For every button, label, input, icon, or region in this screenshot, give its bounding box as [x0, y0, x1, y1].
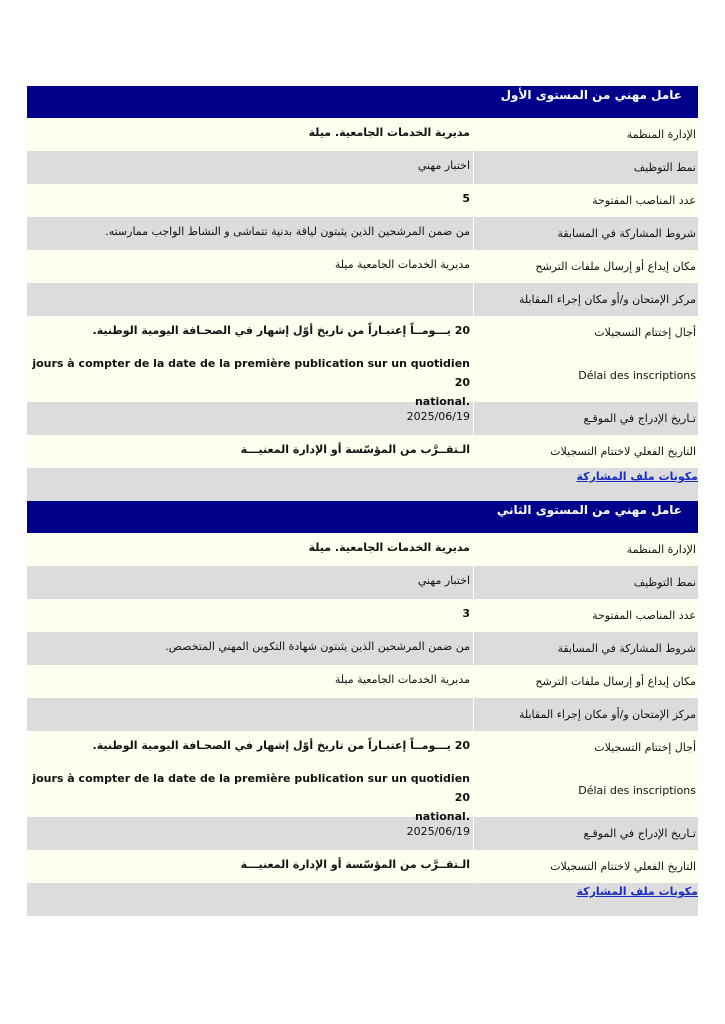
row-value: مديرية الخدمات الجامعية. ميلة	[308, 126, 470, 139]
section-header	[27, 86, 698, 118]
row-value: 3	[462, 607, 470, 620]
table-row	[27, 151, 698, 184]
table-row	[27, 632, 698, 665]
section-header	[27, 501, 698, 533]
row-value: 20 يـــومــاً إعتبـاراً من تاريخ أوّل إشهار في الصحـافة اليومية الوطنية.	[92, 324, 470, 337]
participation-file-link[interactable]: مكونات ملف المشاركة	[576, 885, 698, 898]
link-row	[27, 468, 698, 501]
row-label: مركز الإمتحان و/أو مكان إجراء المقابلة	[518, 293, 696, 306]
table-row	[27, 533, 698, 566]
row-value: الـتقــرَّب من المؤسّسة أو الإدارة المعنيـــة	[240, 858, 470, 871]
row-value-line: national.	[414, 810, 470, 823]
row-label: عدد المناصب المفتوحة	[592, 609, 696, 622]
table-row	[27, 698, 698, 731]
table-row	[27, 566, 698, 599]
row-label: الإدارة المنظمة	[626, 543, 696, 556]
row-value: الـتقــرَّب من المؤسّسة أو الإدارة المعنيـــة	[240, 443, 470, 456]
row-value-line: jours à compter de la date de la première publication sur un quotidien 20	[32, 357, 470, 389]
row-label: عدد المناصب المفتوحة	[592, 194, 696, 207]
row-label: نمط التوظيف	[633, 576, 696, 589]
row-value	[27, 283, 473, 316]
row-label: أجال إختتام التسجيلات	[594, 326, 696, 339]
row-value-line: national.	[414, 395, 470, 408]
row-label: Délai des inscriptions	[578, 369, 696, 382]
row-label: شروط المشاركة في المسابقة	[557, 642, 696, 655]
table-row	[27, 250, 698, 283]
row-label: تـاريخ الإدراج في الموقـع	[583, 412, 696, 425]
job-section-1	[27, 86, 698, 501]
row-value: مديرية الخدمات الجامعية. ميلة	[308, 541, 470, 554]
row-value: مديرية الخدمات الجامعية ميلة	[334, 673, 470, 686]
row-value	[27, 349, 473, 408]
table-row	[27, 665, 698, 698]
row-value: اختبار مهني	[417, 159, 470, 172]
table-row	[27, 435, 698, 468]
row-value-line: jours à compter de la date de la première publication sur un quotidien 20	[32, 772, 470, 804]
row-value	[27, 764, 473, 823]
document	[27, 86, 698, 916]
row-value: من ضمن المرشحين الذين يثبتون لياقة بدنية تتماشى و النشاط الواجب ممارسته.	[105, 225, 470, 238]
row-label: التاريخ الفعلي لاختتام التسجيلات	[550, 445, 696, 458]
row-label: أجال إختتام التسجيلات	[594, 741, 696, 754]
row-value: 2025/06/19	[406, 825, 470, 838]
table-row	[27, 349, 698, 408]
row-value	[27, 698, 473, 731]
table-row	[27, 599, 698, 632]
table-row	[27, 817, 698, 850]
section-title: عامل مهني من المستوى الثاني	[496, 503, 682, 517]
row-label: تـاريخ الإدراج في الموقـع	[583, 827, 696, 840]
table-row	[27, 850, 698, 883]
table-row	[27, 118, 698, 151]
row-label: نمط التوظيف	[633, 161, 696, 174]
participation-file-link[interactable]: مكونات ملف المشاركة	[576, 470, 698, 483]
row-label: مكان إيداع أو إرسال ملفات الترشح	[535, 675, 696, 688]
table-row	[27, 283, 698, 316]
row-value: 5	[462, 192, 470, 205]
row-label: Délai des inscriptions	[578, 784, 696, 797]
row-label: التاريخ الفعلي لاختتام التسجيلات	[550, 860, 696, 873]
row-value: 20 يـــومــاً إعتبـاراً من تاريخ أوّل إشهار في الصحـافة اليومية الوطنية.	[92, 739, 470, 752]
row-value: 2025/06/19	[406, 410, 470, 423]
row-label: شروط المشاركة في المسابقة	[557, 227, 696, 240]
table-row	[27, 316, 698, 349]
row-value: من ضمن المرشحين الذين يثبتون شهادة التكوين المهني المتخصص.	[165, 640, 470, 653]
job-section-2	[27, 501, 698, 916]
row-label: مكان إيداع أو إرسال ملفات الترشح	[535, 260, 696, 273]
section-title: عامل مهني من المستوى الأول	[500, 88, 682, 102]
row-label: مركز الإمتحان و/أو مكان إجراء المقابلة	[518, 708, 696, 721]
table-row	[27, 217, 698, 250]
table-row	[27, 402, 698, 435]
row-label: الإدارة المنظمة	[626, 128, 696, 141]
table-row	[27, 184, 698, 217]
table-row	[27, 764, 698, 823]
row-value: مديرية الخدمات الجامعية ميلة	[334, 258, 470, 271]
row-value: اختبار مهني	[417, 574, 470, 587]
link-row	[27, 883, 698, 916]
table-row	[27, 731, 698, 764]
